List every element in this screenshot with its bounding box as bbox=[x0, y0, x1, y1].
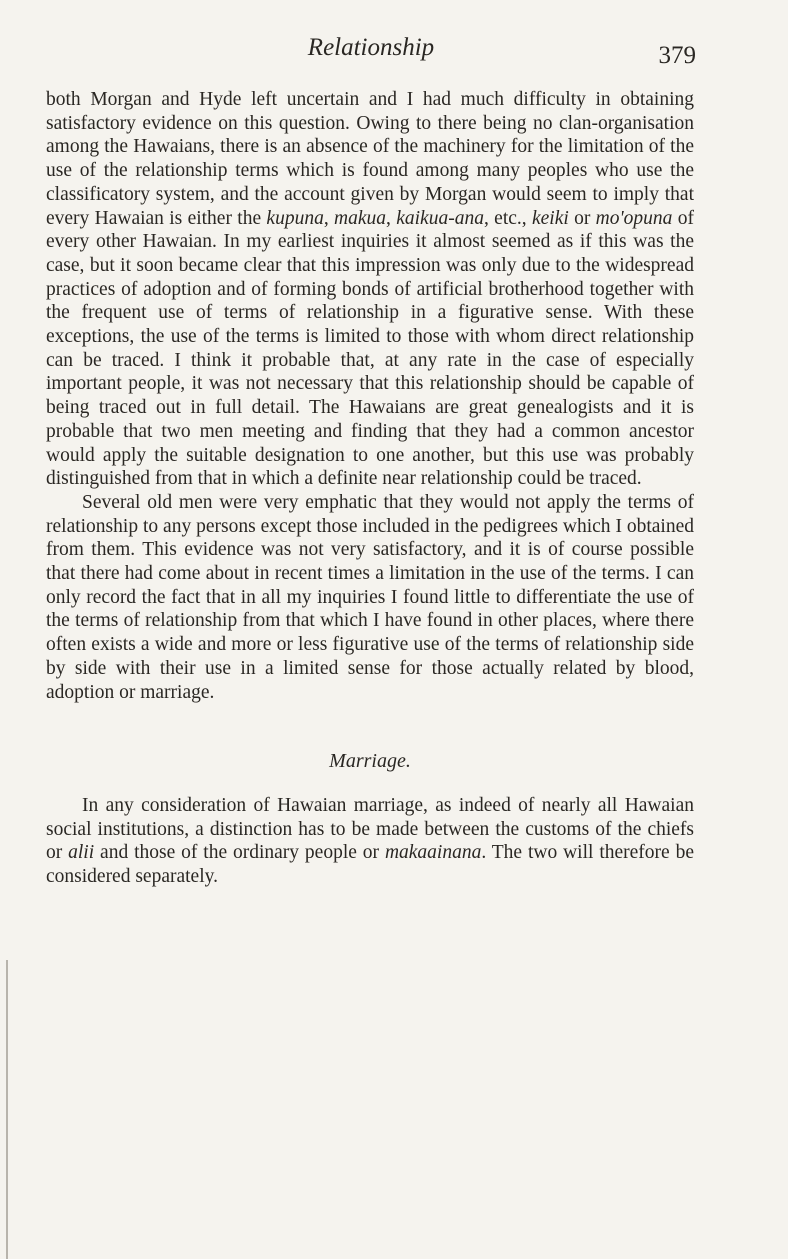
term-alii: alii bbox=[68, 842, 95, 864]
running-head: Relationship bbox=[307, 34, 435, 61]
text-run: . The two will therefore be considered separately. bbox=[46, 842, 694, 888]
body-text bbox=[46, 88, 694, 889]
term-makaainana: makaainana bbox=[384, 842, 482, 864]
text-run: of every other Hawaian. In my earliest inquiries it almost seemed as if this was the case, but it soon became clear that this impression was only due to the widespread practices of adoption and of forming bonds of artificial brotherhood together with the frequent use of terms of relationship in a figurative sense. With these exceptions, the use of the terms is limited to those with whom direct relationship can be traced. I think it probable that, at any rate in the case of especially important people, it was not necessary that this relationship should be capable of being traced out in full detail. The Hawaians are great genealogists and it is probable that two men meeting and finding that they had a common ancestor would apply the suitable designation to one another, but this use was probably distinguished from that in which a definite near relationship could be traced. bbox=[46, 207, 695, 490]
term-keiki: keiki bbox=[531, 207, 569, 229]
page-edge-shadow bbox=[6, 960, 8, 1259]
text-run: both Morgan and Hyde left uncertain and I had much difficulty in obtaining satisfactory evidence on this question. Owing to there being no clan-organisation among the Hawaians, there is an absence of the machinery for the limitation of the use of the relationship terms which is found among many peoples who use the classificatory system, and the account given by Morgan would seem to imply that every Hawaian is either the bbox=[46, 89, 694, 229]
text-run: , bbox=[323, 207, 335, 229]
text-run: and those of the ordinary people or bbox=[94, 842, 385, 864]
text-run: or bbox=[568, 207, 596, 229]
paragraph-marriage bbox=[46, 794, 694, 889]
section-title-marriage: Marriage. bbox=[329, 750, 411, 773]
text-run: In any consideration of Hawaian marriage, as indeed of nearly all Hawaian social institutions, a distinction has to be made between the customs of the chiefs or bbox=[46, 794, 694, 864]
text-run: , bbox=[386, 207, 397, 229]
page-header bbox=[46, 34, 696, 74]
term-kupuna: kupuna bbox=[266, 207, 324, 229]
term-moopuna: mo'opuna bbox=[595, 207, 673, 229]
paragraph-continued bbox=[46, 88, 694, 491]
page-number: 379 bbox=[658, 42, 696, 69]
text-run: , etc., bbox=[483, 207, 532, 229]
term-kaikua-ana: kaikua-ana bbox=[396, 207, 484, 229]
paragraph-old-men: Several old men were very emphatic that they would not apply the terms of relationship to any persons except those included in the pedigrees which I obtained from them. This evidence was not very satisfactory, and it is of course possible that there had come about in recent times a limitation in the use of the terms. I can only record the fact that in all my inquiries I found little to differentiate the use of the terms of relationship from that which I have found in other places, where there often exists a wide and more or less figurative use of the terms of relationship side by side with their use in a limited sense for those actually related by blood, adoption or marriage. bbox=[46, 491, 694, 703]
term-makua: makua bbox=[334, 207, 387, 229]
